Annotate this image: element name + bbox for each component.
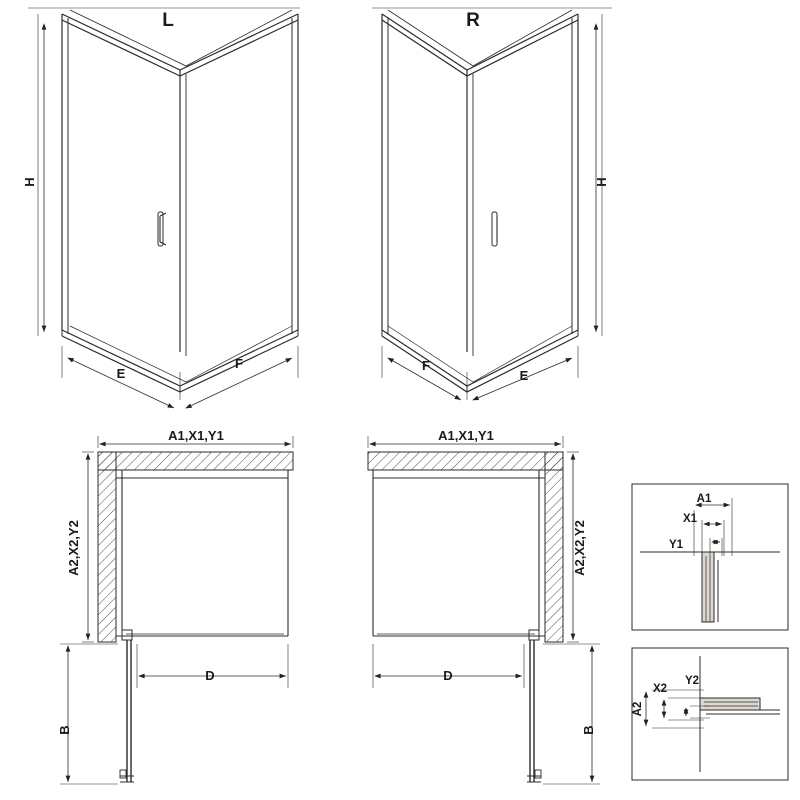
- detail-bottom-label-a2: A2: [632, 701, 644, 717]
- plan-left-swing-dim-label: B: [57, 725, 72, 735]
- plan-view-left: [60, 436, 293, 784]
- perspective-view-left: [28, 8, 300, 408]
- detail-top-label-a1: A1: [696, 493, 712, 505]
- plan-left-top-dim-label: A1,X1,Y1: [168, 428, 224, 443]
- detail-view-bottom: [632, 648, 788, 780]
- detail-top-label-y1: Y1: [668, 539, 684, 551]
- dim-label-e-left: E: [116, 366, 126, 381]
- dim-label-f-right: F: [422, 358, 430, 373]
- detail-view-top: [632, 484, 788, 630]
- perspective-view-right: [372, 8, 612, 400]
- plan-left-door-dim-label: D: [205, 668, 215, 683]
- dim-label-h-left: H: [22, 177, 37, 187]
- dim-label-e-right: E: [519, 368, 529, 383]
- plan-right-side-dim-label: A2,X2,Y2: [572, 520, 587, 576]
- dim-label-f-left: F: [235, 356, 243, 371]
- title-right: R: [466, 10, 480, 31]
- plan-right-door-dim-label: D: [443, 668, 453, 683]
- plan-right-swing-dim-label: B: [581, 725, 596, 735]
- plan-left-side-dim-label: A2,X2,Y2: [66, 520, 81, 576]
- plan-right-top-dim-label: A1,X1,Y1: [438, 428, 494, 443]
- title-left: L: [162, 10, 174, 31]
- plan-view-right: [368, 436, 600, 784]
- detail-bottom-label-y2: Y2: [684, 675, 700, 687]
- detail-top-label-x1: X1: [682, 513, 698, 525]
- dim-label-h-right: H: [594, 177, 609, 187]
- detail-bottom-label-x2: X2: [652, 683, 668, 695]
